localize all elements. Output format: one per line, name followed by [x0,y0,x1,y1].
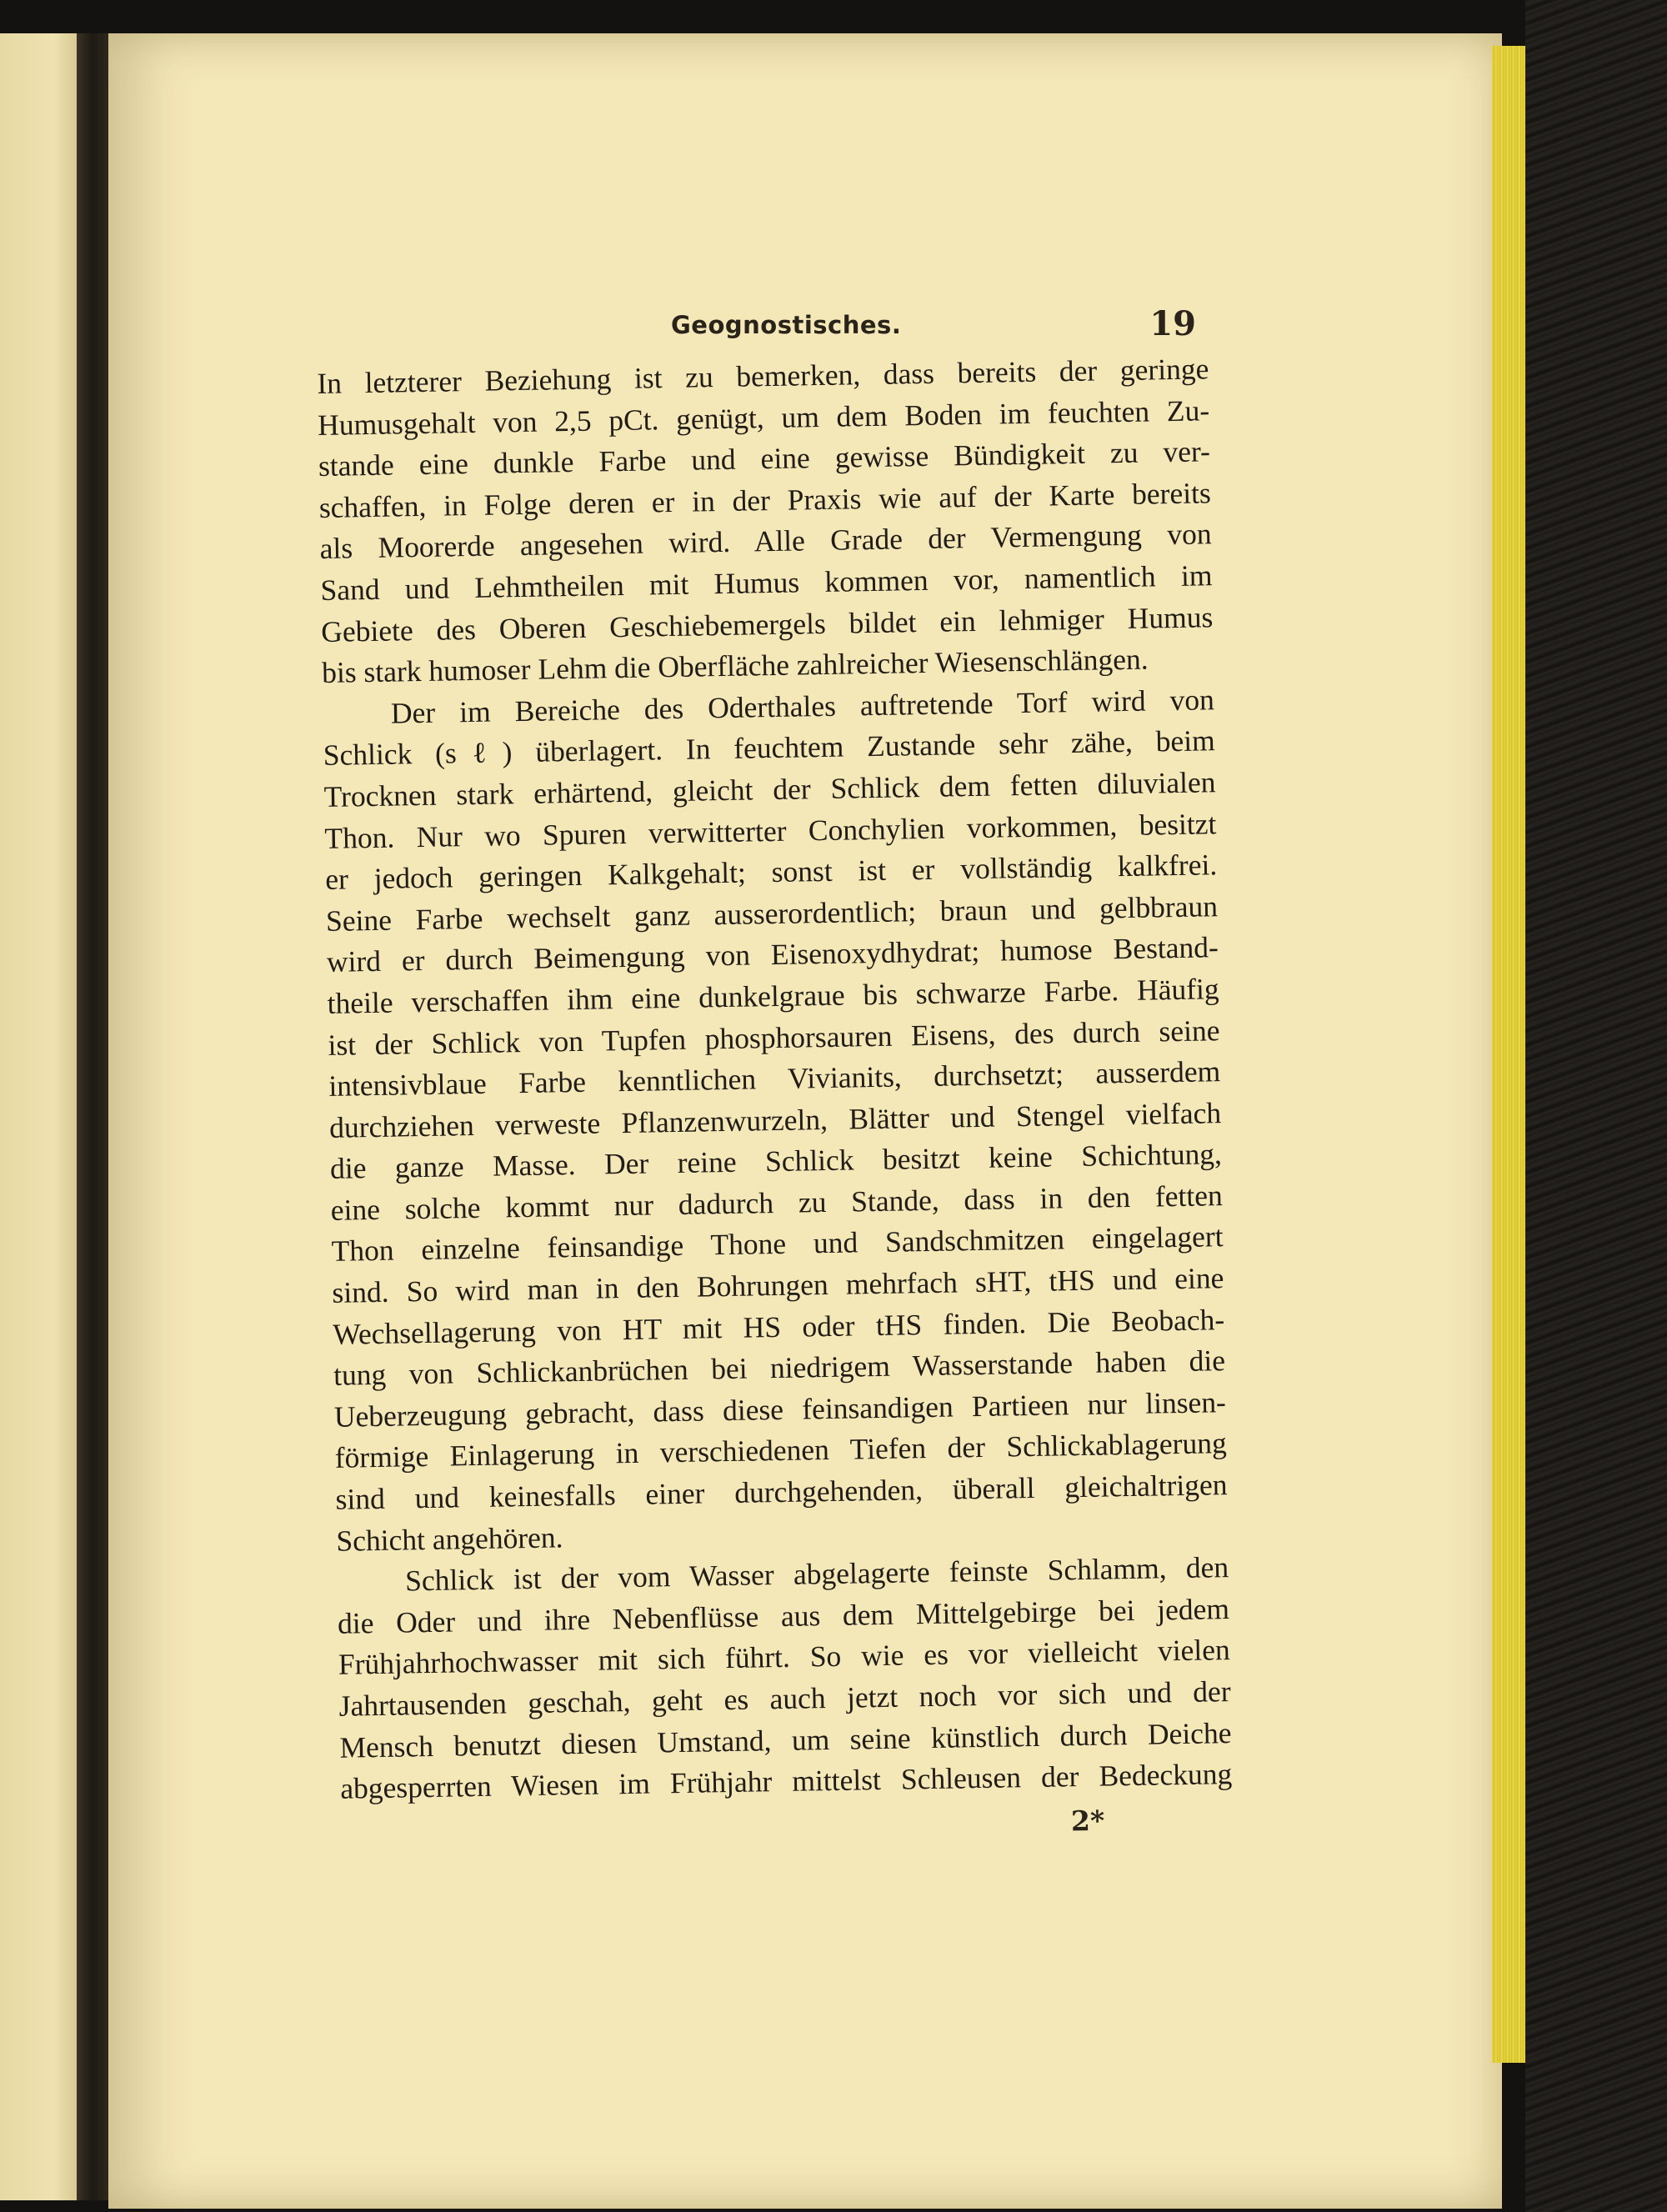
text-line: tung von Schlickanbrüchen bei niedrigem Wasserstande haben die [333,1344,1226,1393]
text-line: Wechsellagerung von HT mit HS oder tHS finden. Die Beobach- [332,1302,1225,1351]
text-line: Schlick ist der vom Wasser abgelagerte feinste Schlamm, den [404,1550,1229,1598]
text-line: er jedoch geringen Kalkgehalt; sonst ist er vollständig kalkfrei. [324,848,1218,897]
text-line: In letzterer Beziehung ist zu bemerken, dass bereits der geringe [317,352,1209,400]
book-gutter [77,33,108,2200]
text-line: Trocknen stark erhärtend, gleicht der Schlick dem fetten diluvialen [323,765,1216,813]
text-line: Schicht angehören. [336,1519,563,1558]
previous-page-edge [0,33,77,2200]
text-line: schaffen, in Folge deren er in der Praxis wie auf der Karte bereits [318,476,1212,524]
signature-mark: 2* [1070,1804,1105,1838]
text-line: Ueberzeugung gebracht, dass diese feinsandigen Partieen nur linsen- [333,1384,1227,1434]
text-line: die ganze Masse. Der reine Schlick besitzt keine Schichtung, [329,1137,1223,1186]
text-line: förmige Einlagerung in verschiedenen Tiefen der Schlickablagerung [334,1426,1227,1475]
text-line: Humusgehalt von 2,5 pCt. genügt, um dem Boden im feuchten Zu- [317,393,1210,442]
running-title: Geognostisches. [671,311,902,339]
text-line: sind. So wird man in den Bohrungen mehrfach sHT, tHS und eine [332,1261,1224,1309]
text-line: stande eine dunkle Farbe und eine gewisse Bündigkeit zu ver- [318,434,1211,483]
book-cover [1525,0,1667,2212]
page-block-edges [1492,46,1529,2063]
text-line: theile verschaffen ihm eine dunkelgraue bis schwarze Farbe. Häufig [327,972,1219,1020]
page-header [671,304,1196,354]
text-line: Mensch benutzt diesen Umstand, um seine künstlich durch Deiche [339,1715,1232,1764]
text-line: Der im Bereiche des Oderthales auftretende Torf wird von [390,682,1215,730]
text-line: durchziehen verweste Pflanzenwurzeln, Blätter und Stengel vielfach [328,1095,1222,1144]
body-text [317,348,1233,1809]
text-line: Thon. Nur wo Spuren verwitterter Conchylien vorkommen, besitzt [324,806,1217,855]
text-line: Jahrtausenden geschah, geht es auch jetzt noch vor sich und der [338,1674,1231,1723]
text-line: ist der Schlick von Tupfen phosphorsauren Eisens, des durch seine [328,1013,1220,1062]
text-line: Sand und Lehmtheilen mit Humus kommen vor, namentlich im [320,558,1213,607]
text-line: eine solche kommt nur dadurch zu Stande, dass in den fetten [330,1178,1224,1227]
text-line: die Oder und ihre Nebenflüsse aus dem Mittelgebirge bei jedem [337,1591,1230,1640]
page-number: 19 [1149,304,1196,343]
text-line: Schlick (sℓ) überlagert. In feuchtem Zustande sehr zähe, beim [323,723,1215,773]
text-line: intensivblaue Farbe kenntlichen Vivianits, durchsetzt; ausserdem [328,1054,1221,1103]
text-line: bis stark humoser Lehm die Oberfläche zahlreicher Wiesenschlängen. [321,642,1149,690]
text-line: Thon einzelne feinsandige Thone und Sandschmitzen eingelagert [331,1219,1224,1269]
text-line: sind und keinesfalls einer durchgehenden, überall gleichaltrigen [335,1468,1228,1516]
text-line: Seine Farbe wechselt ganz ausserordentlich; braun und gelbbraun [325,888,1219,938]
text-line: abgesperrten Wiesen im Frühjahr mittelst Schleusen der Bedeckung [340,1757,1233,1805]
text-line: Gebiete des Oberen Geschiebemergels bildet ein lehmiger Humus [320,599,1214,648]
text-line: Frühjahrhochwasser mit sich führt. So wie es vor vielleicht vielen [338,1633,1231,1682]
text-line: als Moorerde angesehen wird. Alle Grade der Vermengung von [319,517,1212,566]
text-line: wird er durch Beimengung von Eisenoxydhydrat; humose Bestand- [326,930,1219,979]
